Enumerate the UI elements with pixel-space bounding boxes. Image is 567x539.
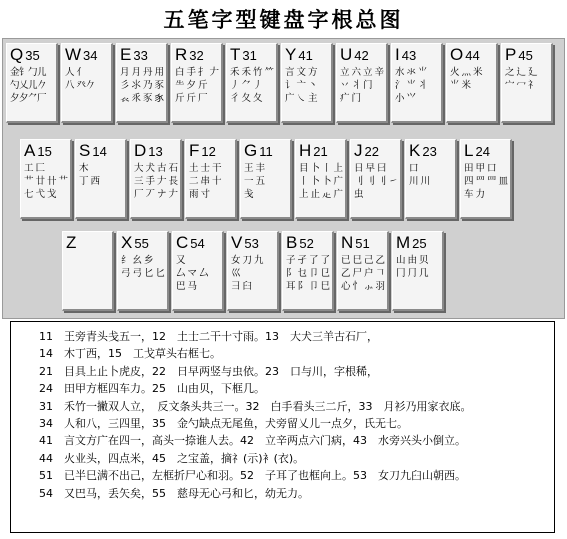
key-root-line: 广 ㇏ 主	[285, 93, 318, 104]
key-root-line: 二 串 十	[189, 176, 222, 187]
key-letter: J	[354, 141, 363, 160]
key-root-line: 土 士 干	[189, 163, 222, 174]
key-roots	[396, 254, 439, 280]
key-code: 42	[354, 48, 369, 63]
key-root-line: 日 早 曰	[354, 163, 387, 174]
key-root-line: 立 六 立 辛	[340, 67, 384, 78]
key-roots	[409, 162, 452, 188]
key-i	[391, 43, 443, 123]
key-code: 14	[92, 144, 107, 159]
key-root-line: 讠 亠 丶	[285, 80, 318, 91]
key-letter: B	[286, 233, 298, 252]
key-root-line: 疒 门	[340, 93, 361, 104]
key-head	[450, 46, 493, 65]
key-head	[120, 46, 163, 65]
key-root-line: 戋	[244, 189, 254, 200]
key-root-line: ⺌ 米	[450, 80, 471, 91]
key-letter: E	[120, 45, 132, 64]
key-root-line: 艹 廿 卄 艹	[24, 176, 68, 187]
key-letter: U	[340, 45, 353, 64]
key-root-line: 山 由 贝	[396, 255, 429, 266]
key-letter: H	[299, 141, 312, 160]
key-root-line: 月 月 丹 用	[120, 67, 164, 78]
key-root-line: 丿 ⺈ 丿	[230, 80, 263, 91]
key-root-line: 目 卜 丨 上	[299, 163, 343, 174]
key-d	[130, 139, 182, 219]
key-root-line: 四 罒 罒 皿	[464, 176, 508, 187]
key-roots	[79, 162, 122, 188]
key-head	[79, 142, 122, 161]
key-root-line: 田 甲 口	[464, 163, 497, 174]
key-letter: S	[79, 141, 91, 160]
key-roots	[120, 66, 163, 105]
key-x	[117, 231, 169, 311]
key-roots	[121, 254, 164, 280]
key-code: 55	[134, 236, 149, 251]
key-roots	[464, 162, 507, 201]
key-code: 31	[242, 48, 257, 63]
key-root-line: 刂 刂 刂 ㇀	[354, 176, 398, 187]
key-head	[464, 142, 507, 161]
key-root-line: 彳 夂 夂	[230, 93, 263, 104]
key-letter: Q	[10, 45, 24, 64]
key-root-line: 一 五	[244, 176, 265, 187]
key-v	[227, 231, 279, 311]
key-roots	[65, 66, 108, 92]
key-r	[171, 43, 223, 123]
key-root-line: 白 手 扌 𠂇	[175, 67, 219, 78]
key-code: 54	[190, 236, 205, 251]
key-code: 24	[475, 144, 490, 159]
key-roots	[285, 66, 328, 105]
page-title: 五笔字型键盘字根总图	[163, 8, 404, 32]
key-head	[189, 142, 232, 161]
key-root-line: 人 亻	[65, 67, 86, 78]
key-roots	[395, 66, 438, 105]
key-root-line: 丨 卜 卜 广	[299, 176, 343, 187]
key-root-line: 巛	[231, 268, 241, 279]
key-roots	[450, 66, 493, 92]
key-letter: T	[230, 45, 241, 64]
key-head	[10, 46, 53, 65]
key-code: 34	[83, 48, 98, 63]
key-o	[446, 43, 498, 123]
key-head	[24, 142, 67, 161]
key-letter: X	[121, 233, 133, 252]
key-letter: Y	[285, 45, 297, 64]
key-root-line: 乙 尸 户 𠃍	[341, 268, 385, 279]
key-l	[460, 139, 512, 219]
key-code: 53	[244, 236, 259, 251]
key-head	[340, 46, 383, 65]
key-head	[176, 234, 219, 253]
key-root-line: 心 忄 ⺗ 羽	[341, 281, 385, 292]
key-head	[341, 234, 384, 253]
key-roots	[299, 162, 342, 201]
key-letter: Z	[66, 233, 77, 252]
key-letter: M	[396, 233, 411, 252]
key-code: 35	[25, 48, 40, 63]
key-code: 11	[259, 144, 273, 159]
key-code: 25	[412, 236, 427, 251]
key-code: 21	[313, 144, 328, 159]
key-letter: O	[450, 45, 464, 64]
key-letter: L	[464, 141, 474, 160]
key-roots	[10, 66, 53, 105]
key-root-line: 彡 ⺢ 乃 豕	[120, 80, 164, 91]
key-root-line: 雨 寸	[189, 189, 210, 200]
key-root-line: 木	[79, 163, 89, 174]
key-head	[286, 234, 329, 253]
key-root-line: 女 刀 九	[231, 255, 264, 266]
key-letter: D	[134, 141, 147, 160]
key-t	[226, 43, 278, 123]
key-k	[405, 139, 457, 219]
key-roots	[231, 254, 274, 293]
key-root-line: 阝 乜 卩 㔾	[286, 268, 330, 279]
key-code: 32	[189, 48, 204, 63]
key-code: 41	[298, 48, 313, 63]
mnemonic-line: 44 火业头，四点米，45 之宝盖，摘礻(示)衤(衣)。	[39, 451, 305, 465]
key-j	[350, 139, 402, 219]
key-roots	[230, 66, 273, 105]
key-f	[185, 139, 237, 219]
key-root-line: 上 止 龰 广	[299, 189, 343, 200]
key-roots	[134, 162, 177, 201]
key-letter: R	[175, 45, 188, 64]
key-root-line: 王 丰	[244, 163, 265, 174]
key-root-line: 𧘇 乑 豕 𧰨	[120, 93, 164, 104]
key-e	[116, 43, 168, 123]
key-root-line: 言 文 方	[285, 67, 318, 78]
key-letter: K	[409, 141, 421, 160]
key-code: 12	[201, 144, 216, 159]
key-root-line: 彐 臼	[231, 281, 252, 292]
key-letter: C	[176, 233, 189, 252]
key-code: 22	[364, 144, 379, 159]
key-root-line: 车 力	[464, 189, 485, 200]
key-y	[281, 43, 333, 123]
key-code: 45	[518, 48, 533, 63]
key-root-line: 子 孑 了 了	[286, 255, 330, 266]
key-root-line: 禾 禾 竹 ⺮	[230, 67, 274, 78]
key-roots	[24, 162, 67, 201]
key-root-line: 虫	[354, 189, 364, 200]
key-n	[337, 231, 389, 311]
key-root-line: 口	[409, 163, 419, 174]
key-roots	[189, 162, 232, 201]
key-root-line: 又	[176, 255, 186, 266]
key-root-line: ⺧ 夕 斤	[175, 80, 208, 91]
key-head	[231, 234, 274, 253]
key-code: 44	[465, 48, 480, 63]
mnemonic-line: 21 目具上止卜虎皮，22 日早两竖与虫依。23 口与川，字根稀，	[39, 364, 378, 378]
key-roots	[340, 66, 383, 105]
key-root-line: 金钅勹儿	[10, 67, 47, 78]
key-head	[505, 46, 548, 65]
key-root-line: 八 癶𠂊	[65, 80, 95, 91]
key-head	[65, 46, 108, 65]
key-q	[6, 43, 58, 123]
mnemonic-line: 51 已半巳满不出己，左框折尸心和羽。52 子耳了也框向上。53 女刀九臼山朝西。	[39, 469, 466, 483]
key-head	[175, 46, 218, 65]
mnemonic-box	[10, 321, 555, 533]
key-code: 33	[133, 48, 148, 63]
key-root-line: 冂 ⺆ 几	[396, 268, 429, 279]
key-root-line: 七 弋 戈	[24, 189, 57, 200]
key-root-line: 厂 丆 ナ 𠂇	[134, 189, 178, 200]
key-root-line: 宀 冖 礻	[505, 80, 538, 91]
key-roots	[244, 162, 287, 201]
key-head	[66, 234, 109, 253]
key-code: 43	[401, 48, 417, 63]
key-root-line: 水 氺 ⺌	[395, 67, 428, 78]
key-head	[354, 142, 397, 161]
key-roots	[286, 254, 329, 293]
key-letter: I	[395, 45, 400, 64]
key-letter: G	[244, 141, 258, 160]
key-letter: W	[65, 45, 82, 64]
key-root-line: 丷 丬 门	[340, 80, 373, 91]
key-roots	[176, 254, 219, 293]
key-root-line: 三 手 𠂇 長	[134, 176, 178, 187]
key-root-line: 厶 マ 厶	[176, 268, 209, 279]
key-roots	[354, 162, 397, 201]
key-z	[62, 231, 114, 311]
key-m	[392, 231, 444, 311]
key-letter: V	[231, 233, 243, 252]
key-head	[121, 234, 164, 253]
key-roots	[175, 66, 218, 105]
key-root-line: 小 ⺍	[395, 93, 416, 104]
mnemonic-line: 54 又巴马，丢矢矣，55 慈母无心弓和匕，幼无力。	[39, 486, 309, 500]
key-head	[395, 46, 438, 65]
key-root-line: 火 灬 米	[450, 67, 483, 78]
key-root-line: 大 犬 古 石	[134, 163, 178, 174]
key-letter: N	[341, 233, 354, 252]
key-root-line: 夕夕⺈厂	[10, 93, 47, 104]
key-s	[75, 139, 127, 219]
key-u	[336, 43, 388, 123]
key-root-line: 纟 幺 乡	[121, 255, 154, 266]
key-code: 52	[299, 236, 314, 251]
key-w	[61, 43, 113, 123]
key-root-line: 耳 阝 卩 巳	[286, 281, 330, 292]
key-g	[240, 139, 292, 219]
key-h	[295, 139, 347, 219]
key-b	[282, 231, 334, 311]
mnemonic-line: 31 禾竹一撇双人立， 反文条头共三一。32 白手看头三二斤，33 月衫乃用家衣底。	[39, 399, 472, 413]
mnemonic-line: 24 田甲方框四车力。25 山由贝，下框几。	[39, 382, 265, 396]
key-code: 51	[355, 236, 370, 251]
key-p	[501, 43, 553, 123]
key-head	[244, 142, 287, 161]
key-c	[172, 231, 224, 311]
key-root-line: 勺乂儿𠂊	[10, 80, 47, 91]
key-root-line: 巴 马	[176, 281, 197, 292]
key-root-line: 之 辶 廴	[505, 67, 538, 78]
key-root-line: 工 匚	[24, 163, 45, 174]
key-root-line: 氵 ⺌ 丬	[395, 80, 428, 91]
key-roots	[505, 66, 548, 92]
key-head	[409, 142, 452, 161]
key-a	[20, 139, 72, 219]
key-head	[396, 234, 439, 253]
key-root-line: 川 川	[409, 176, 430, 187]
key-code: 13	[148, 144, 163, 159]
key-head	[285, 46, 328, 65]
key-roots	[341, 254, 384, 293]
key-letter: P	[505, 45, 517, 64]
mnemonic-line: 34 人和八，三四里，35 金勺缺点无尾鱼，犬旁留乂儿一点夕，氏无七。	[39, 417, 408, 431]
key-root-line: 斤 斤 厂	[175, 93, 208, 104]
key-head	[134, 142, 177, 161]
key-head	[299, 142, 342, 161]
mnemonic-line: 11 王旁青头戋五一，12 土士二干十寸雨。13 大犬三羊古石厂，	[39, 330, 378, 343]
key-code: 15	[37, 144, 52, 159]
key-root-line: 丁 西	[79, 176, 100, 187]
mnemonic-line: 41 言文方广在四一，高头一捺谁人去。42 立辛两点六门病，43 水旁兴头小倒立。	[39, 434, 466, 448]
keyboard-diagram	[2, 38, 565, 319]
key-root-line: 弓 弓 匕 匕	[121, 268, 165, 279]
key-letter: F	[189, 141, 200, 160]
key-head	[230, 46, 273, 65]
key-code: 23	[422, 144, 437, 159]
key-root-line: 已 巳 己 乙	[341, 255, 385, 266]
key-letter: A	[24, 141, 36, 160]
mnemonic-line: 14 木丁西，15 工戈草头右框七。	[39, 347, 221, 361]
